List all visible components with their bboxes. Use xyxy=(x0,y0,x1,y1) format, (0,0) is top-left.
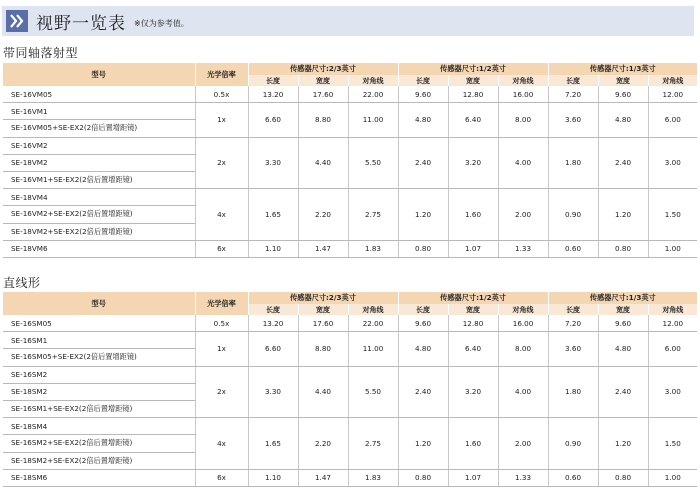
value-cell: 4.40 xyxy=(298,137,348,189)
column-group-header: 传感器尺寸:1/3英寸 xyxy=(548,63,697,75)
field-of-view-table-coaxial xyxy=(3,63,697,258)
value-cell: 1.83 xyxy=(348,240,398,257)
value-cell: 16.00 xyxy=(498,86,548,103)
value-cell: 1.10 xyxy=(248,240,298,257)
table-row xyxy=(3,332,697,349)
column-subheader: 长度 xyxy=(248,304,298,315)
value-cell: 1.10 xyxy=(248,469,298,486)
value-cell: 1.65 xyxy=(248,189,298,241)
model-cell: SE-18SM4 xyxy=(3,418,195,435)
value-cell: 4.80 xyxy=(598,103,648,137)
column-subheader: 长度 xyxy=(548,75,598,86)
column-subheader: 对角线 xyxy=(348,75,398,86)
model-cell: SE-16VM2+SE-EX2(2倍后置增距镜) xyxy=(3,206,195,223)
value-cell: 3.60 xyxy=(548,103,598,137)
value-cell: 1.20 xyxy=(598,418,648,470)
value-cell: 2.20 xyxy=(298,189,348,241)
magnification-cell: 4x xyxy=(195,418,248,470)
value-cell: 22.00 xyxy=(348,315,398,332)
value-cell: 3.20 xyxy=(448,366,498,418)
model-cell: SE-18SM2 xyxy=(3,383,195,400)
value-cell: 8.80 xyxy=(298,103,348,137)
value-cell: 2.75 xyxy=(348,189,398,241)
value-cell: 0.60 xyxy=(548,469,598,486)
value-cell: 0.80 xyxy=(598,469,648,486)
value-cell: 4.00 xyxy=(498,366,548,418)
value-cell: 1.00 xyxy=(648,469,697,486)
value-cell: 3.00 xyxy=(648,137,697,189)
model-cell: SE-18SM2+SE-EX2(2倍后置增距镜) xyxy=(3,452,195,469)
model-cell: SE-16VM05+SE-EX2(2倍后置增距镜) xyxy=(3,120,195,137)
column-subheader: 对角线 xyxy=(498,75,548,86)
column-group-header: 传感器尺寸:1/2英寸 xyxy=(398,63,548,75)
value-cell: 11.00 xyxy=(348,103,398,137)
value-cell: 4.80 xyxy=(398,332,448,366)
value-cell: 1.60 xyxy=(448,189,498,241)
column-subheader: 宽度 xyxy=(598,304,648,315)
section-heading-coaxial: 带同轴落射型 xyxy=(3,46,79,60)
column-subheader: 长度 xyxy=(398,75,448,86)
model-cell: SE-16SM1+SE-EX2(2倍后置增距镜) xyxy=(3,400,195,417)
column-subheader: 宽度 xyxy=(448,304,498,315)
value-cell: 2.40 xyxy=(598,366,648,418)
value-cell: 17.60 xyxy=(298,86,348,103)
value-cell: 2.00 xyxy=(498,189,548,241)
value-cell: 0.80 xyxy=(398,240,448,257)
value-cell: 6.00 xyxy=(648,332,697,366)
value-cell: 12.80 xyxy=(448,315,498,332)
table-row xyxy=(3,366,697,383)
column-header-magnification: 光学倍率 xyxy=(195,63,248,86)
value-cell: 1.47 xyxy=(298,240,348,257)
value-cell: 4.00 xyxy=(498,137,548,189)
value-cell: 4.80 xyxy=(598,332,648,366)
value-cell: 1.20 xyxy=(398,189,448,241)
magnification-cell: 4x xyxy=(195,189,248,241)
value-cell: 4.40 xyxy=(298,366,348,418)
magnification-cell: 2x xyxy=(195,366,248,418)
table-row xyxy=(3,103,697,120)
value-cell: 5.50 xyxy=(348,366,398,418)
value-cell: 0.90 xyxy=(548,189,598,241)
table-row xyxy=(3,137,697,154)
column-subheader: 宽度 xyxy=(298,304,348,315)
column-group-header: 传感器尺寸:1/2英寸 xyxy=(398,292,548,304)
table-row xyxy=(3,189,697,206)
value-cell: 0.80 xyxy=(598,240,648,257)
column-subheader: 对角线 xyxy=(498,304,548,315)
model-cell: SE-16SM2 xyxy=(3,366,195,383)
double-chevron-right-icon xyxy=(6,10,28,32)
model-cell: SE-16VM1+SE-EX2(2倍后置增距镜) xyxy=(3,171,195,188)
value-cell: 1.07 xyxy=(448,240,498,257)
value-cell: 1.33 xyxy=(498,240,548,257)
value-cell: 1.60 xyxy=(448,418,498,470)
column-subheader: 长度 xyxy=(398,304,448,315)
value-cell: 13.20 xyxy=(248,86,298,103)
value-cell: 6.60 xyxy=(248,103,298,137)
column-subheader: 长度 xyxy=(248,75,298,86)
value-cell: 1.50 xyxy=(648,418,697,470)
column-subheader: 宽度 xyxy=(598,75,648,86)
model-cell: SE-16SM1 xyxy=(3,332,195,349)
model-cell: SE-16VM05 xyxy=(3,86,195,103)
value-cell: 3.30 xyxy=(248,137,298,189)
value-cell: 0.60 xyxy=(548,240,598,257)
magnification-cell: 0.5x xyxy=(195,86,248,103)
column-header-model: 型号 xyxy=(3,63,195,86)
column-header-magnification: 光学倍率 xyxy=(195,292,248,315)
model-cell: SE-18VM2+SE-EX2(2倍后置增距镜) xyxy=(3,223,195,240)
magnification-cell: 2x xyxy=(195,137,248,189)
table-row xyxy=(3,418,697,435)
model-cell: SE-16VM2 xyxy=(3,137,195,154)
value-cell: 12.00 xyxy=(648,86,697,103)
model-cell: SE-16SM05 xyxy=(3,315,195,332)
value-cell: 16.00 xyxy=(498,315,548,332)
value-cell: 1.65 xyxy=(248,418,298,470)
column-group-header: 传感器尺寸:2/3英寸 xyxy=(248,292,398,304)
value-cell: 11.00 xyxy=(348,332,398,366)
value-cell: 4.80 xyxy=(398,103,448,137)
value-cell: 1.47 xyxy=(298,469,348,486)
column-group-header: 传感器尺寸:1/3英寸 xyxy=(548,292,697,304)
value-cell: 3.20 xyxy=(448,137,498,189)
value-cell: 13.20 xyxy=(248,315,298,332)
model-cell: SE-18VM4 xyxy=(3,189,195,206)
column-group-header: 传感器尺寸:2/3英寸 xyxy=(248,63,398,75)
value-cell: 22.00 xyxy=(348,86,398,103)
value-cell: 0.80 xyxy=(398,469,448,486)
column-subheader: 宽度 xyxy=(448,75,498,86)
magnification-cell: 1x xyxy=(195,332,248,366)
value-cell: 3.30 xyxy=(248,366,298,418)
table-row xyxy=(3,315,697,332)
model-cell: SE-16SM05+SE-EX2(2倍后置增距镜) xyxy=(3,349,195,366)
value-cell: 7.20 xyxy=(548,315,598,332)
value-cell: 2.00 xyxy=(498,418,548,470)
value-cell: 2.20 xyxy=(298,418,348,470)
column-subheader: 长度 xyxy=(548,304,598,315)
field-of-view-table-straight xyxy=(3,292,697,487)
value-cell: 3.60 xyxy=(548,332,598,366)
value-cell: 8.80 xyxy=(298,332,348,366)
value-cell: 8.00 xyxy=(498,103,548,137)
magnification-cell: 0.5x xyxy=(195,315,248,332)
model-cell: SE-16VM1 xyxy=(3,103,195,120)
value-cell: 7.20 xyxy=(548,86,598,103)
magnification-cell: 1x xyxy=(195,103,248,137)
value-cell: 1.20 xyxy=(598,189,648,241)
column-subheader: 对角线 xyxy=(648,304,697,315)
value-cell: 1.80 xyxy=(548,137,598,189)
table-row xyxy=(3,469,697,486)
value-cell: 9.60 xyxy=(398,315,448,332)
model-cell: SE-16SM2+SE-EX2(2倍后置增距镜) xyxy=(3,435,195,452)
value-cell: 1.00 xyxy=(648,240,697,257)
value-cell: 5.50 xyxy=(348,137,398,189)
value-cell: 2.40 xyxy=(598,137,648,189)
value-cell: 1.07 xyxy=(448,469,498,486)
column-header-model: 型号 xyxy=(3,292,195,315)
value-cell: 0.90 xyxy=(548,418,598,470)
model-cell: SE-18VM2 xyxy=(3,154,195,171)
column-subheader: 对角线 xyxy=(648,75,697,86)
value-cell: 6.40 xyxy=(448,332,498,366)
value-cell: 1.83 xyxy=(348,469,398,486)
value-cell: 9.60 xyxy=(598,86,648,103)
value-cell: 3.00 xyxy=(648,366,697,418)
value-cell: 6.00 xyxy=(648,103,697,137)
value-cell: 12.00 xyxy=(648,315,697,332)
title-bar xyxy=(2,6,694,36)
magnification-cell: 6x xyxy=(195,469,248,486)
value-cell: 2.75 xyxy=(348,418,398,470)
value-cell: 6.40 xyxy=(448,103,498,137)
value-cell: 17.60 xyxy=(298,315,348,332)
table-row xyxy=(3,240,697,257)
value-cell: 9.60 xyxy=(598,315,648,332)
value-cell: 1.50 xyxy=(648,189,697,241)
column-subheader: 宽度 xyxy=(298,75,348,86)
value-cell: 1.20 xyxy=(398,418,448,470)
magnification-cell: 6x xyxy=(195,240,248,257)
column-subheader: 对角线 xyxy=(348,304,398,315)
value-cell: 1.33 xyxy=(498,469,548,486)
value-cell: 8.00 xyxy=(498,332,548,366)
model-cell: SE-18SM6 xyxy=(3,469,195,486)
value-cell: 2.40 xyxy=(398,137,448,189)
value-cell: 12.80 xyxy=(448,86,498,103)
section-heading-straight: 直线形 xyxy=(3,276,41,290)
value-cell: 1.80 xyxy=(548,366,598,418)
reference-note: ※仅为参考值。 xyxy=(134,19,189,28)
value-cell: 2.40 xyxy=(398,366,448,418)
model-cell: SE-18VM6 xyxy=(3,240,195,257)
page-title: 视野一览表 xyxy=(36,13,126,34)
value-cell: 9.60 xyxy=(398,86,448,103)
value-cell: 6.60 xyxy=(248,332,298,366)
table-row xyxy=(3,86,697,103)
